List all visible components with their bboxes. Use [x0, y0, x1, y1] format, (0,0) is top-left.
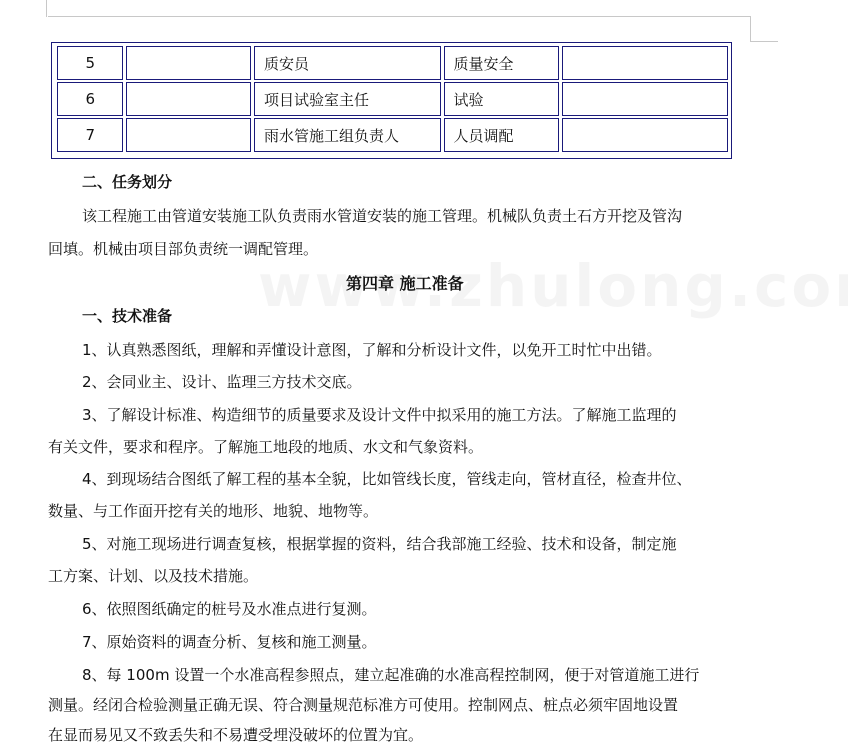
paragraph-line: 数量、与工作面开挖有关的地形、地貌、地物等。: [48, 502, 379, 520]
table-cell: [126, 82, 251, 116]
page-top-rule: [48, 16, 750, 17]
row-number: 6: [57, 82, 123, 116]
paragraph-line: 5、对施工现场进行调查复核，根据掌握的资料，结合我部施工经验、技术和设备，制定施: [82, 535, 677, 553]
paragraph-line: 工方案、计划、以及技术措施。: [48, 567, 259, 585]
paragraph-line: 8、每 100m 设置一个水准高程参照点，建立起准确的水准高程控制网，便于对管道施工进行: [82, 666, 700, 684]
paragraph-line: 2、会同业主、设计、监理三方技术交底。: [82, 373, 362, 391]
role-cell: 雨水管施工组负责人: [254, 118, 441, 152]
row-number: 5: [57, 46, 123, 80]
paragraph-line: 测量。经闭合检验测量正确无误、符合测量规范标准方可使用。控制网点、桩点必须牢固地设置: [48, 696, 679, 714]
paragraph-line: 3、了解设计标准、构造细节的质量要求及设计文件中拟采用的施工方法。了解施工监理的: [82, 406, 677, 424]
crop-mark-right-horizontal: [750, 41, 778, 42]
table-cell: [126, 118, 251, 152]
duty-cell: 质量安全: [444, 46, 559, 80]
paragraph-line: 在显而易见又不致丢失和不易遭受埋没破坏的位置为宜。: [48, 726, 424, 744]
section-heading-tech-prep: 一、技术准备: [82, 307, 173, 325]
crop-mark-right: [750, 16, 751, 42]
paragraph-line: 1、认真熟悉图纸，理解和弄懂设计意图，了解和分析设计文件，以免开工时忙中出错。: [82, 341, 662, 359]
table-cell: [562, 46, 728, 80]
duty-cell: 人员调配: [444, 118, 559, 152]
paragraph-line: 6、依照图纸确定的桩号及水准点进行复测。: [82, 600, 377, 618]
paragraph-line: 7、原始资料的调查分析、复核和施工测量。: [82, 633, 377, 651]
section-heading-task-division: 二、任务划分: [82, 173, 173, 191]
paragraph-line: 4、到现场结合图纸了解工程的基本全貌，比如管线长度，管线走向，管材直径，检查井位、: [82, 470, 692, 488]
paragraph-line: 回填。机械由项目部负责统一调配管理。: [48, 240, 319, 258]
paragraph-line: 该工程施工由管道安装施工队负责雨水管道安装的施工管理。机械队负责土石方开挖及管沟: [82, 207, 683, 225]
role-cell: 质安员: [254, 46, 441, 80]
table-row: [57, 118, 728, 152]
table-cell: [562, 82, 728, 116]
table-row: [57, 46, 728, 80]
role-cell: 项目试验室主任: [254, 82, 441, 116]
table-cell: [126, 46, 251, 80]
staff-table-grid: [54, 44, 731, 154]
paragraph-line: 有关文件，要求和程序。了解施工地段的地质、水文和气象资料。: [48, 438, 484, 456]
duty-cell: 试验: [444, 82, 559, 116]
staff-table: [51, 42, 732, 159]
row-number: 7: [57, 118, 123, 152]
crop-mark-left: [46, 0, 47, 17]
table-row: [57, 82, 728, 116]
chapter-title: 第四章 施工准备: [346, 274, 464, 293]
table-cell: [562, 118, 728, 152]
